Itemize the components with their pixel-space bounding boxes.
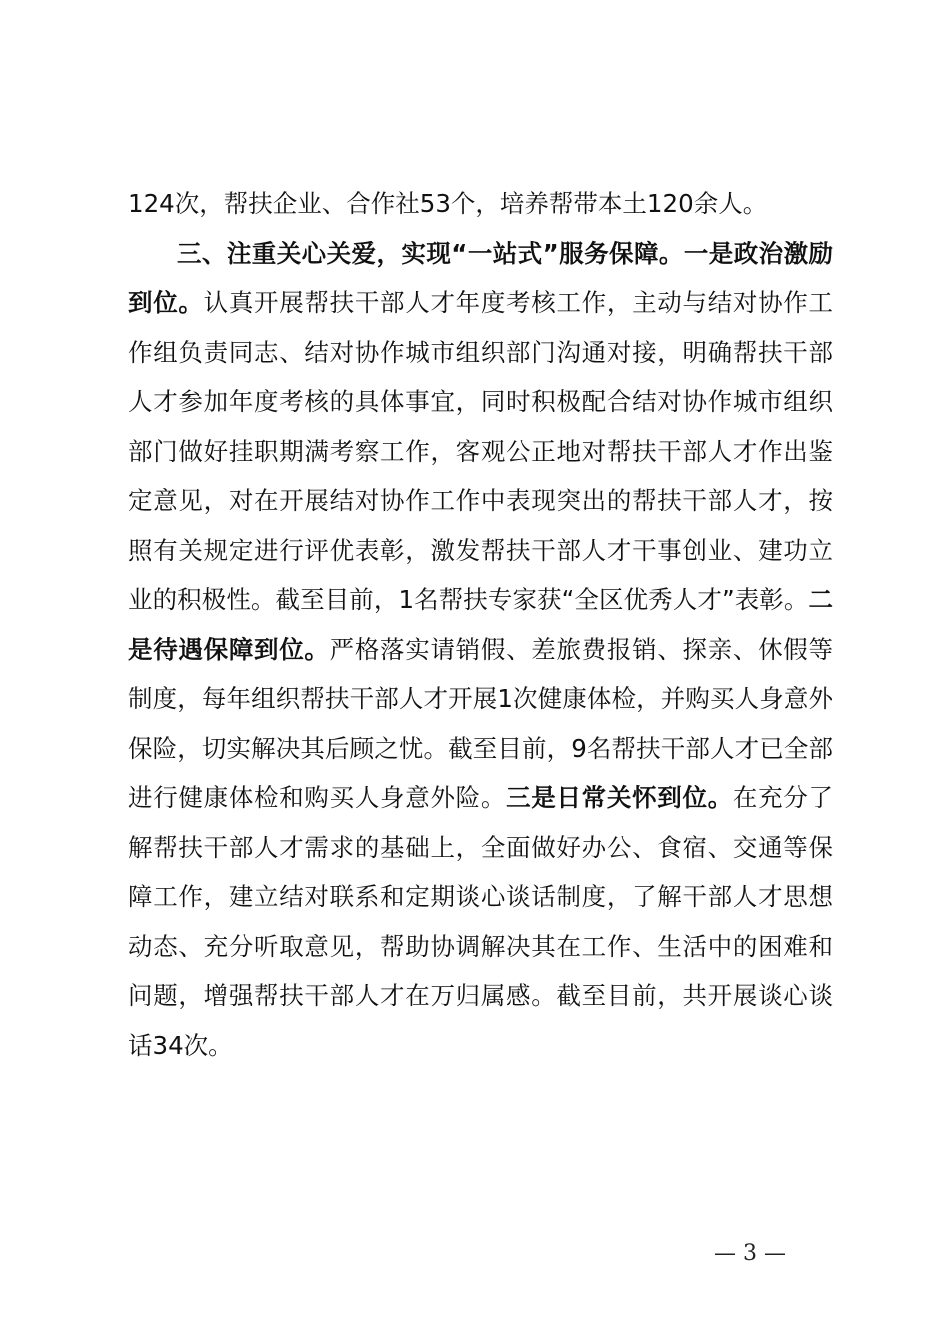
document-body [128, 179, 833, 1070]
subheading-benefits-guarantee: 二是待遇保障到位。 [128, 585, 833, 664]
paragraph-text: 124次，帮扶企业、合作社53个，培养帮带本土120余人。 [128, 189, 768, 218]
subheading-daily-care: 三是日常关怀到位。 [506, 783, 733, 812]
paragraph-text: 严格落实请销假、差旅费报销、探亲、休假等制度，每年组织帮扶干部人才开展1次健康体检，并购买人身意外保险，切实解决其后顾之忧。截至目前，9名帮扶干部人才已全部进行健康体检和购买人身意外险。 [128, 634, 834, 812]
page-number: — 3 — [714, 1241, 786, 1266]
paragraph-text: 在充分了解帮扶干部人才需求的基础上，全面做好办公、食宿、交通等保障工作，建立结对联系和定期谈心谈话制度，了解干部人才思想动态、充分听取意见，帮助协调解决其在工作、生活中的困难和问题，增强帮扶干部人才在万归属感。截至目前，共开展谈心谈话34次。 [128, 783, 834, 1060]
paragraph-text: 认真开展帮扶干部人才年度考核工作，主动与结对协作工作组负责同志、结对协作城市组织部门沟通对接，明确帮扶干部人才参加年度考核的具体事宜，同时积极配合结对协作城市组织部门做好挂职期满考察工作，客观公正地对帮扶干部人才作出鉴定意见，对在开展结对协作工作中表现突出的帮扶干部人才，按照有关规定进行评优表彰，激发帮扶干部人才干事创业、建功立业的积极性。截至目前，1名帮扶专家获“全区优秀人才”表彰。 [128, 288, 834, 614]
paragraph-continuation [128, 179, 833, 229]
paragraph-section-three [128, 229, 833, 1071]
subheading-political-incentive: 一是政治激励到位。 [128, 238, 833, 317]
section-heading: 三、注重关心关爱，实现“一站式”服务保障。 [177, 238, 684, 268]
